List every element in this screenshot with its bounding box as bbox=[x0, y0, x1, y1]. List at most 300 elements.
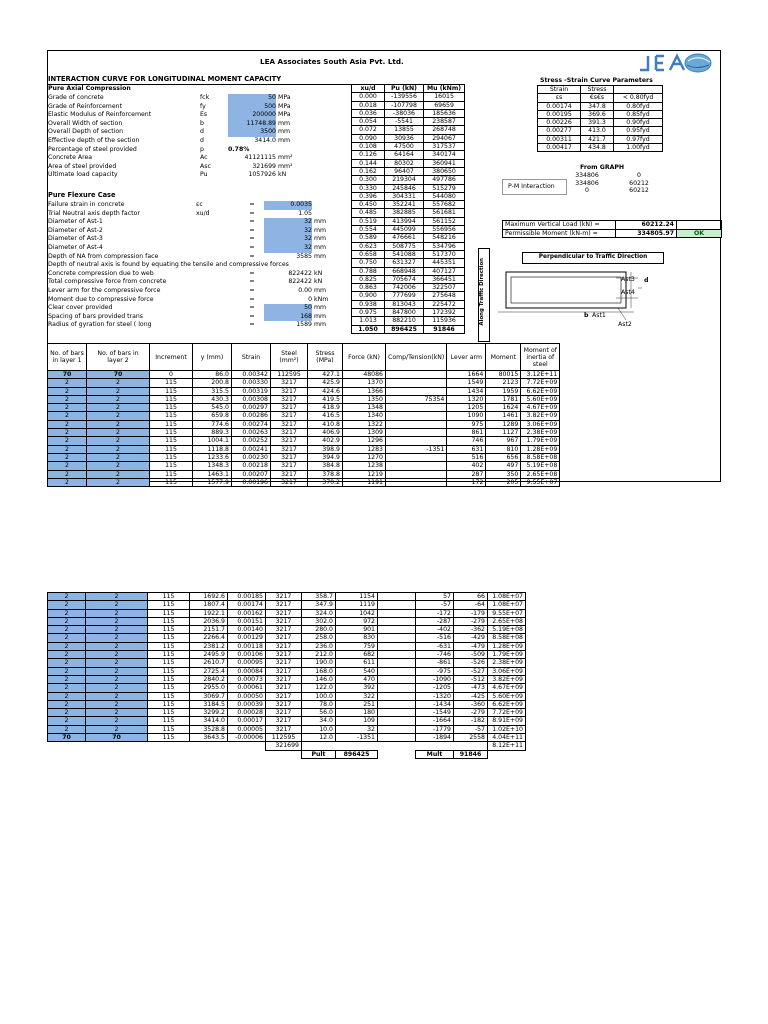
flexure-unit: mm bbox=[314, 286, 327, 294]
axial-unit: kN bbox=[278, 171, 287, 179]
axial-symbol: Es bbox=[200, 111, 208, 119]
table-cell: 3217 bbox=[271, 404, 308, 412]
table-cell: 0.00084 bbox=[228, 667, 266, 675]
table-cell: 0.00174 bbox=[228, 601, 266, 609]
axial-value[interactable]: 500 bbox=[228, 103, 276, 112]
table-cell: 9.55E+07 bbox=[521, 478, 560, 486]
table-cell: 236.0 bbox=[302, 642, 336, 650]
table-cell: 3217 bbox=[266, 700, 302, 708]
table-row bbox=[48, 725, 526, 733]
table-cell: 1.08E+07 bbox=[488, 601, 526, 609]
flexure-label: Total compressive force from concrete bbox=[48, 278, 167, 286]
flexure-unit: mm bbox=[314, 321, 327, 329]
table-cell: 1119 bbox=[336, 601, 378, 609]
table-cell: 392 bbox=[336, 684, 378, 692]
table-cell: 1340 bbox=[343, 412, 386, 420]
table-cell: 1289 bbox=[486, 420, 521, 428]
table-cell: 3217 bbox=[266, 717, 302, 725]
table-cell: 115 bbox=[150, 470, 193, 478]
table-cell: 66 bbox=[454, 593, 488, 601]
table-cell: 418.9 bbox=[308, 404, 343, 412]
table-cell: 115 bbox=[148, 609, 190, 617]
table-cell: 78.0 bbox=[302, 700, 336, 708]
table-cell: 115 bbox=[148, 659, 190, 667]
footer-cell bbox=[228, 750, 266, 758]
flexure-value[interactable]: 168 bbox=[264, 313, 312, 322]
table-cell: 122.0 bbox=[302, 684, 336, 692]
ss-row bbox=[538, 110, 663, 118]
flexure-symbol bbox=[196, 278, 240, 287]
section-title: INTERACTION CURVE FOR LONGITUDINAL MOMENT CAPACITY bbox=[48, 75, 282, 83]
table-cell: 1.28E+09 bbox=[488, 642, 526, 650]
flexure-row bbox=[48, 287, 336, 296]
table-row bbox=[48, 601, 526, 609]
footer-cell: 896425 bbox=[336, 750, 378, 758]
table-row bbox=[48, 634, 526, 642]
table-cell bbox=[378, 717, 416, 725]
flexure-equals: = bbox=[249, 278, 255, 286]
table-cell: 347.9 bbox=[302, 601, 336, 609]
ss-cell: 0.00226 bbox=[538, 119, 581, 127]
axial-row bbox=[48, 103, 308, 112]
flexure-unit: mm bbox=[314, 243, 327, 251]
table-row bbox=[48, 667, 526, 675]
table-cell: 611 bbox=[336, 659, 378, 667]
total-cell bbox=[302, 742, 336, 750]
pm-row bbox=[352, 292, 465, 300]
pm-row bbox=[352, 201, 465, 209]
axial-unit: MPa bbox=[278, 102, 291, 110]
table-cell: 3184.5 bbox=[190, 700, 228, 708]
table-cell: 0.00330 bbox=[232, 379, 271, 387]
flexure-equals: = bbox=[249, 209, 255, 217]
axial-unit: MPa bbox=[278, 94, 291, 101]
table-cell: 2 bbox=[87, 404, 150, 412]
ss-cell: 0.00417 bbox=[538, 144, 581, 152]
flexure-row bbox=[48, 278, 336, 287]
table-cell: 2 bbox=[86, 717, 148, 725]
axial-value: 0.78% bbox=[228, 145, 250, 153]
axial-label: Overall Width of section bbox=[48, 119, 123, 127]
table-row bbox=[48, 387, 560, 395]
table-cell: 2.38E+09 bbox=[521, 429, 560, 437]
flexure-row bbox=[48, 253, 336, 262]
table-cell: 402 bbox=[447, 462, 486, 470]
table-cell: 0.00196 bbox=[232, 478, 271, 486]
pm-row bbox=[352, 167, 465, 175]
pm-row bbox=[352, 217, 465, 225]
table-cell bbox=[386, 387, 447, 395]
table-cell: 1127 bbox=[486, 429, 521, 437]
flexure-equals: = bbox=[249, 295, 255, 303]
table-cell: 2 bbox=[87, 387, 150, 395]
axial-label: Overall Depth of section bbox=[48, 128, 124, 136]
table-cell: 1577.9 bbox=[193, 478, 232, 486]
table-cell: 2 bbox=[48, 462, 87, 470]
pm-cell: 0.788 bbox=[352, 267, 385, 275]
table-cell: 2558 bbox=[454, 734, 488, 742]
table-header: Stress (MPa) bbox=[308, 344, 343, 371]
table-cell: 2 bbox=[48, 709, 86, 717]
table-cell: -975 bbox=[416, 667, 454, 675]
table-cell bbox=[378, 734, 416, 742]
table-cell: 3528.8 bbox=[190, 725, 228, 733]
pm-cell: 64164 bbox=[385, 151, 424, 159]
pm-cell: 896425 bbox=[385, 325, 424, 333]
table-cell: 0.00073 bbox=[228, 675, 266, 683]
table-cell: 4.67E+09 bbox=[521, 404, 560, 412]
table-cell: 3217 bbox=[271, 462, 308, 470]
table-cell: 2 bbox=[48, 395, 87, 403]
label-b: b bbox=[584, 312, 589, 319]
table-row bbox=[48, 395, 560, 403]
table-cell: 2 bbox=[86, 642, 148, 650]
table-cell: -526 bbox=[454, 659, 488, 667]
capacity-label: Permissible Moment (kN-m) = bbox=[503, 229, 616, 238]
flexure-label: Diameter of Ast-4 bbox=[48, 243, 103, 251]
table-cell: -631 bbox=[416, 642, 454, 650]
table-row bbox=[48, 734, 526, 742]
table-cell: 70 bbox=[48, 371, 87, 379]
pm-cell: 115936 bbox=[424, 317, 465, 325]
axial-row bbox=[48, 163, 308, 172]
flexure-value: 0.00 bbox=[298, 286, 312, 294]
pm-cell: 0.863 bbox=[352, 284, 385, 292]
pm-cell: 0.623 bbox=[352, 242, 385, 250]
table-cell: 3217 bbox=[271, 387, 308, 395]
axial-symbol: fy bbox=[200, 102, 206, 110]
flexure-value[interactable]: 50 bbox=[264, 304, 312, 313]
table-cell: 6.62E+09 bbox=[521, 387, 560, 395]
table-cell: 3217 bbox=[266, 601, 302, 609]
table-cell: 70 bbox=[48, 734, 86, 742]
table-row bbox=[48, 371, 560, 379]
axial-symbol: fck bbox=[200, 94, 210, 101]
axial-value: 321699 bbox=[252, 162, 276, 170]
table-cell bbox=[378, 659, 416, 667]
table-cell: 3217 bbox=[266, 709, 302, 717]
flexure-row bbox=[48, 296, 336, 305]
table-cell: -746 bbox=[416, 651, 454, 659]
table-cell bbox=[386, 420, 447, 428]
flexure-equals: = bbox=[249, 201, 255, 208]
table-cell: 112595 bbox=[266, 734, 302, 742]
table-cell: 0.00106 bbox=[228, 651, 266, 659]
ss-cell: 1.00fyd bbox=[614, 144, 663, 152]
table-cell: -1894 bbox=[416, 734, 454, 742]
table-cell: 1434 bbox=[447, 387, 486, 395]
table-header: Increment bbox=[150, 344, 193, 371]
pm-cell: 413994 bbox=[385, 217, 424, 225]
pm-cell: 517370 bbox=[424, 250, 465, 258]
table-cell: 497 bbox=[486, 462, 521, 470]
total-cell: 8.12E+11 bbox=[488, 742, 526, 750]
table-cell: 115 bbox=[148, 717, 190, 725]
pm-row bbox=[352, 101, 465, 109]
pm-cell: 556956 bbox=[424, 226, 465, 234]
table-cell: -0.00006 bbox=[228, 734, 266, 742]
pm-row bbox=[352, 151, 465, 159]
table-cell: 1004.1 bbox=[193, 437, 232, 445]
table-cell: 3217 bbox=[266, 692, 302, 700]
pm-cell: 360941 bbox=[424, 159, 465, 167]
table-cell: 115 bbox=[150, 404, 193, 412]
table-cell: -362 bbox=[454, 626, 488, 634]
pm-row bbox=[352, 109, 465, 117]
table-cell: 287 bbox=[447, 470, 486, 478]
table-cell: 889.3 bbox=[193, 429, 232, 437]
table-cell: 1807.4 bbox=[190, 601, 228, 609]
table-cell: 9.55E+07 bbox=[488, 609, 526, 617]
pm-cell: 1.050 bbox=[352, 325, 385, 333]
table-cell: 2 bbox=[48, 617, 86, 625]
flexure-value[interactable]: 32 bbox=[264, 227, 312, 236]
table-cell: -509 bbox=[454, 651, 488, 659]
table-cell: 2 bbox=[48, 684, 86, 692]
table-cell: 0.00286 bbox=[232, 412, 271, 420]
ss-cell: 391.3 bbox=[581, 119, 614, 127]
table-cell: 115 bbox=[150, 437, 193, 445]
pm-cell: 476661 bbox=[385, 234, 424, 242]
pm-cell: 13855 bbox=[385, 126, 424, 134]
flexure-label: Lever arm for the compressive force bbox=[48, 286, 161, 294]
table-cell: 2 bbox=[86, 601, 148, 609]
table-cell: 3217 bbox=[266, 609, 302, 617]
pm-cell: 0.072 bbox=[352, 126, 385, 134]
table-cell: 2 bbox=[86, 675, 148, 683]
ss-cell: 0.95fyd bbox=[614, 127, 663, 135]
table-cell: 419.5 bbox=[308, 395, 343, 403]
table-cell bbox=[386, 429, 447, 437]
flexure-value[interactable]: 0.0035 bbox=[264, 201, 312, 210]
ss-row bbox=[538, 102, 663, 110]
table-cell: 1549 bbox=[447, 379, 486, 387]
table-cell: 115 bbox=[150, 420, 193, 428]
axial-value[interactable]: 3500 bbox=[228, 128, 276, 137]
pure-flexure-list bbox=[48, 201, 336, 330]
axial-unit: mm bbox=[278, 136, 291, 144]
flexure-row bbox=[48, 210, 336, 219]
axial-value[interactable]: 200000 bbox=[228, 111, 276, 120]
table-cell: 2 bbox=[87, 420, 150, 428]
flexure-label: Depth of NA from compression face bbox=[48, 252, 159, 260]
pm-header: Mu (kNm) bbox=[424, 85, 465, 93]
flexure-label: Radius of gyration for steel ( long bbox=[48, 321, 152, 329]
table-cell: 2 bbox=[48, 675, 86, 683]
table-cell: 3217 bbox=[266, 617, 302, 625]
flexure-label: Diameter of Ast-1 bbox=[48, 218, 103, 226]
flexure-unit: mm bbox=[314, 218, 327, 226]
table-cell: 398.9 bbox=[308, 445, 343, 453]
table-cell: 2 bbox=[87, 437, 150, 445]
flexure-equals: = bbox=[249, 269, 255, 277]
bars-table-continued bbox=[47, 592, 526, 759]
table-cell bbox=[378, 675, 416, 683]
table-row bbox=[48, 659, 526, 667]
table-cell: 394.9 bbox=[308, 453, 343, 461]
table-cell bbox=[378, 725, 416, 733]
bars-table bbox=[47, 343, 560, 487]
pm-cell: 185636 bbox=[424, 109, 465, 117]
pm-cell: 561681 bbox=[424, 209, 465, 217]
table-header: Force (kN) bbox=[343, 344, 386, 371]
table-cell: 115 bbox=[148, 651, 190, 659]
table-cell: 2 bbox=[48, 412, 87, 420]
table-cell: 200.8 bbox=[193, 379, 232, 387]
pure-axial-list bbox=[48, 94, 308, 180]
table-cell: -279 bbox=[454, 617, 488, 625]
flexure-symbol bbox=[196, 287, 240, 296]
table-cell: 2 bbox=[87, 453, 150, 461]
table-cell: 100.0 bbox=[302, 692, 336, 700]
table-cell: 1283 bbox=[343, 445, 386, 453]
table-cell: 1692.6 bbox=[190, 593, 228, 601]
flexure-value: 1589 bbox=[296, 321, 312, 329]
pm-cell: 813043 bbox=[385, 300, 424, 308]
pm-cell: 47500 bbox=[385, 143, 424, 151]
flexure-value[interactable]: 32 bbox=[264, 218, 312, 227]
table-cell: 6.62E+09 bbox=[488, 700, 526, 708]
footer-cell bbox=[378, 750, 416, 758]
flexure-value[interactable]: 32 bbox=[264, 235, 312, 244]
table-cell bbox=[378, 651, 416, 659]
pm-cell: 0.589 bbox=[352, 234, 385, 242]
table-cell: 2 bbox=[48, 387, 87, 395]
pm-cell: 275648 bbox=[424, 292, 465, 300]
table-cell: -1549 bbox=[416, 709, 454, 717]
table-cell: 70 bbox=[86, 734, 148, 742]
table-cell: 5.19E+08 bbox=[521, 462, 560, 470]
table-cell: -172 bbox=[416, 609, 454, 617]
pm-row bbox=[352, 325, 465, 333]
table-row bbox=[48, 462, 560, 470]
table-cell: 115 bbox=[148, 700, 190, 708]
pm-cell: 268748 bbox=[424, 126, 465, 134]
table-header: Lever arm bbox=[447, 344, 486, 371]
table-cell: 2 bbox=[87, 379, 150, 387]
pm-row bbox=[352, 143, 465, 151]
table-cell: -1205 bbox=[416, 684, 454, 692]
table-header-row bbox=[48, 344, 560, 371]
table-cell: -1320 bbox=[416, 692, 454, 700]
axial-unit bbox=[276, 146, 308, 155]
ss-cell: 413.0 bbox=[581, 127, 614, 135]
flexure-label: Concrete compression due to web bbox=[48, 269, 154, 277]
table-cell: 830 bbox=[336, 634, 378, 642]
table-cell: 115 bbox=[148, 734, 190, 742]
pm-cell: 445099 bbox=[385, 226, 424, 234]
table-cell: 1219 bbox=[343, 470, 386, 478]
table-cell: 315.5 bbox=[193, 387, 232, 395]
pm-cell: 0.090 bbox=[352, 134, 385, 142]
table-cell: 12.0 bbox=[302, 734, 336, 742]
pm-header: Pu (kN) bbox=[385, 85, 424, 93]
flexure-row bbox=[48, 227, 336, 236]
table-cell: 3217 bbox=[271, 412, 308, 420]
axial-value: 1057926 bbox=[248, 171, 276, 179]
table-cell: 1348 bbox=[343, 404, 386, 412]
table-cell: 1350 bbox=[343, 395, 386, 403]
table-cell bbox=[378, 634, 416, 642]
flexure-row bbox=[48, 313, 336, 322]
table-cell: 759 bbox=[336, 642, 378, 650]
table-cell: 2.65E+08 bbox=[488, 617, 526, 625]
table-cell: 1191 bbox=[343, 478, 386, 486]
table-cell: 1461 bbox=[486, 412, 521, 420]
table-cell: -1434 bbox=[416, 700, 454, 708]
capacity-status bbox=[677, 221, 722, 230]
table-cell: 2 bbox=[86, 593, 148, 601]
pm-cell: 317537 bbox=[424, 143, 465, 151]
table-cell: 425.9 bbox=[308, 379, 343, 387]
table-cell bbox=[378, 642, 416, 650]
capacity-label: Maximum Vertical Load (kN) = bbox=[503, 221, 616, 230]
table-cell: 2 bbox=[48, 667, 86, 675]
flexure-unit bbox=[312, 210, 336, 219]
table-cell: 2 bbox=[48, 453, 87, 461]
table-cell: 115 bbox=[150, 429, 193, 437]
table-cell: 2 bbox=[87, 445, 150, 453]
label-ast1: Ast1 bbox=[592, 312, 606, 319]
ss-cell: 369.6 bbox=[581, 110, 614, 118]
table-cell: -1351 bbox=[336, 734, 378, 742]
axial-value[interactable]: 11748.89 bbox=[228, 120, 276, 129]
table-cell: 115 bbox=[148, 725, 190, 733]
axial-unit: mm bbox=[278, 119, 291, 127]
flexure-row bbox=[48, 235, 336, 244]
table-cell: 3217 bbox=[271, 478, 308, 486]
table-cell: 0.00252 bbox=[232, 437, 271, 445]
table-cell: 540 bbox=[336, 667, 378, 675]
pm-cell: 322507 bbox=[424, 284, 465, 292]
table-row bbox=[48, 478, 560, 486]
axial-label: Grade of Reinforcement bbox=[48, 102, 122, 110]
pm-cell: 96407 bbox=[385, 167, 424, 175]
table-cell bbox=[386, 379, 447, 387]
company-name: LEA Associates South Asia Pvt. Ltd. bbox=[260, 57, 404, 66]
axial-value[interactable]: 50 bbox=[228, 94, 276, 103]
table-cell: 0.00308 bbox=[232, 395, 271, 403]
flexure-symbol: εc bbox=[196, 201, 203, 208]
pure-flexure-title: Pure Flexure Case bbox=[48, 191, 116, 199]
ss-header: Stress bbox=[581, 86, 614, 94]
flexure-unit: mm bbox=[314, 312, 327, 320]
axial-row bbox=[48, 111, 308, 120]
table-cell: 3643.5 bbox=[190, 734, 228, 742]
table-cell: 3217 bbox=[266, 659, 302, 667]
table-cell: 470 bbox=[336, 675, 378, 683]
table-cell: 2 bbox=[48, 404, 87, 412]
flexure-label: Trial Neutral axis depth factor bbox=[48, 209, 140, 217]
table-cell: 115 bbox=[150, 412, 193, 420]
pm-row bbox=[352, 184, 465, 192]
table-row bbox=[48, 684, 526, 692]
table-cell: 115 bbox=[148, 626, 190, 634]
flexure-label: Diameter of Ast-3 bbox=[48, 235, 103, 243]
table-cell: 2840.2 bbox=[190, 675, 228, 683]
table-cell bbox=[386, 371, 447, 379]
table-cell: 3217 bbox=[271, 445, 308, 453]
ss-cell: 0.00174 bbox=[538, 102, 581, 110]
table-cell: 0.00162 bbox=[228, 609, 266, 617]
table-cell: 1270 bbox=[343, 453, 386, 461]
table-cell: 4.67E+09 bbox=[488, 684, 526, 692]
axial-label: Area of steel provided bbox=[48, 162, 117, 170]
pm-row bbox=[352, 209, 465, 217]
table-cell: 2 bbox=[48, 470, 87, 478]
table-cell: 0.00061 bbox=[228, 684, 266, 692]
flexure-value[interactable]: 32 bbox=[264, 244, 312, 253]
